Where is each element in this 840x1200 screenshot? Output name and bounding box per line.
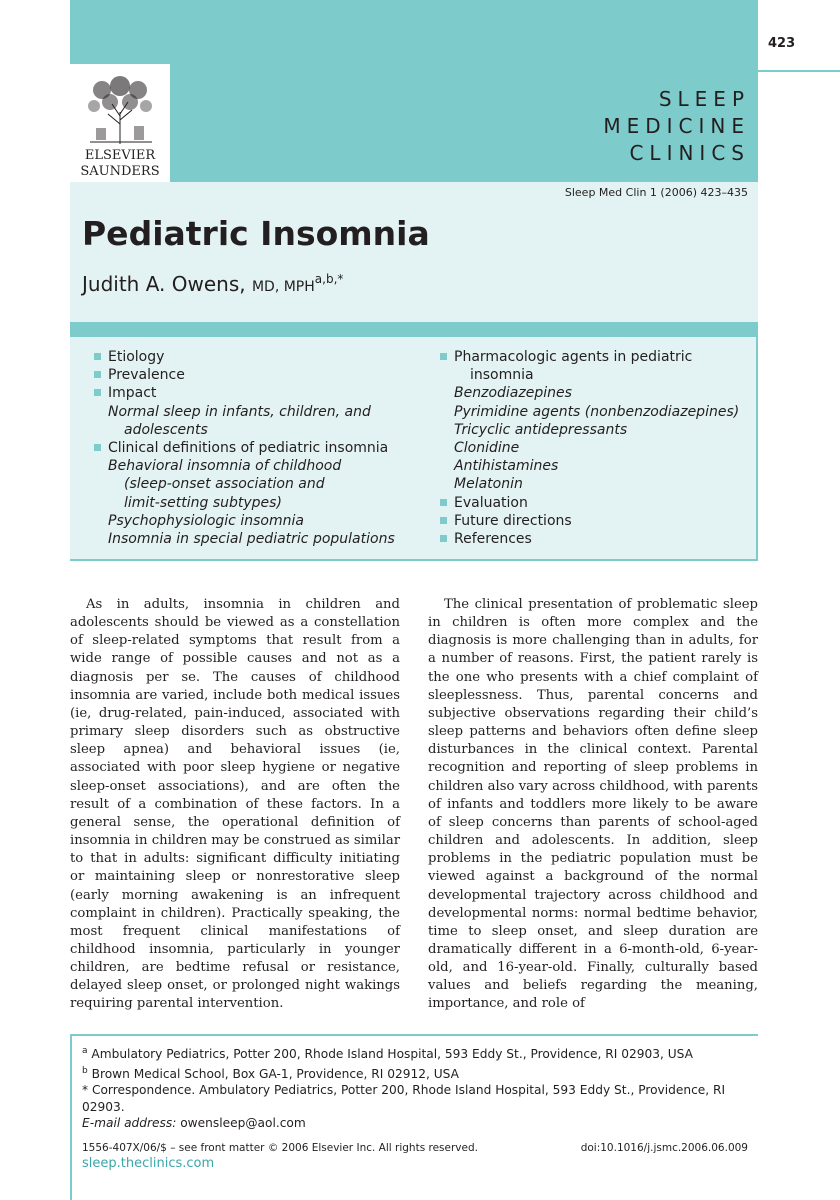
- email-label: E-mail address:: [82, 1116, 177, 1131]
- square-bullet-icon: [94, 389, 101, 396]
- outline-right-column: [428, 348, 758, 548]
- outline-label: limit-setting subtypes): [124, 494, 282, 511]
- outline-subitem[interactable]: [428, 366, 758, 384]
- footnote-correspondence: * Correspondence. Ambulatory Pediatrics, Potter 200, Rhode Island Hospital, 593 Eddy St., Providence, RI 02903.: [82, 1083, 726, 1114]
- publisher-name: ELSEVIER: [84, 148, 156, 163]
- outline-label: Antihistamines: [454, 458, 559, 475]
- journal-title-line: MEDICINE: [603, 114, 750, 138]
- outline-label: Insomnia in special pediatric populations: [108, 531, 395, 548]
- outline-label: Clonidine: [454, 440, 520, 457]
- footnote-text: Ambulatory Pediatrics, Potter 200, Rhode Island Hospital, 593 Eddy St., Providence, RI 02903, USA: [91, 1047, 693, 1062]
- square-bullet-icon: [94, 371, 101, 378]
- journal-title-line: SLEEP: [658, 87, 750, 111]
- outline-subitem[interactable]: [82, 457, 422, 475]
- outline-subitem[interactable]: [82, 421, 422, 439]
- outline-label: Behavioral insomnia of childhood: [108, 458, 342, 475]
- outline-item[interactable]: [82, 348, 422, 366]
- email-link[interactable]: owensleep@aol.com: [180, 1116, 306, 1131]
- outline-item[interactable]: [428, 494, 758, 512]
- journal-title-line: CLINICS: [629, 141, 750, 165]
- article-title: Pediatric Insomnia: [82, 214, 430, 253]
- outline-label: insomnia: [470, 367, 534, 384]
- outline-label: Future directions: [454, 512, 572, 529]
- square-bullet-icon: [94, 353, 101, 360]
- outline-label: Tricyclic antidepressants: [454, 421, 628, 438]
- header-rule: [758, 70, 840, 72]
- outline-header-bar: [70, 322, 758, 337]
- outline-subitem[interactable]: [428, 384, 758, 402]
- outline-label: Pyrimidine agents (nonbenzodiazepines): [454, 403, 740, 420]
- square-bullet-icon: [440, 517, 447, 524]
- footnote-a: [82, 1043, 752, 1063]
- outline-label: Impact: [108, 385, 157, 402]
- author-degrees: MD, MPH: [251, 279, 315, 295]
- outline-subitem[interactable]: [82, 530, 422, 548]
- outline-item[interactable]: [428, 512, 758, 530]
- outline-label: Prevalence: [108, 367, 185, 384]
- outline-subitem[interactable]: [428, 457, 758, 475]
- outline-subitem[interactable]: [82, 475, 422, 493]
- outline-left-column: [82, 348, 422, 548]
- outline-item[interactable]: [82, 366, 422, 384]
- outline-label: Pharmacologic agents in pediatric: [454, 349, 693, 365]
- footnote-mark: a: [82, 1046, 88, 1056]
- header-band: [70, 0, 758, 64]
- square-bullet-icon: [440, 353, 447, 360]
- outline-subitem[interactable]: [428, 403, 758, 421]
- outline-item[interactable]: [428, 348, 758, 366]
- footnote-b: [82, 1063, 752, 1083]
- square-bullet-icon: [440, 535, 447, 542]
- body-column-left: [70, 596, 400, 1014]
- outline-item[interactable]: [428, 530, 758, 548]
- outline-subitem[interactable]: [428, 439, 758, 457]
- elsevier-logo: [78, 76, 162, 180]
- footnote-rule: [70, 1034, 758, 1036]
- elsevier-tree-icon: [82, 76, 158, 146]
- author-line: [82, 272, 343, 296]
- author-affiliation-marks: a,b,*: [314, 272, 344, 286]
- copyright-line: 1556-407X/06/$ – see front matter © 2006 Elsevier Inc. All rights reserved.: [82, 1142, 478, 1154]
- square-bullet-icon: [94, 444, 101, 451]
- footnote-text: Brown Medical School, Box GA-1, Providence, RI 02912, USA: [91, 1066, 459, 1081]
- outline-item[interactable]: [82, 384, 422, 402]
- outline-subitem[interactable]: [428, 421, 758, 439]
- outline-label: (sleep-onset association and: [124, 476, 325, 493]
- outline-label: Psychophysiologic insomnia: [108, 512, 304, 529]
- outline-label: References: [454, 531, 532, 548]
- outline-label: Evaluation: [454, 494, 528, 511]
- outline-item[interactable]: [82, 439, 422, 457]
- outline-subitem[interactable]: [82, 494, 422, 512]
- footnotes: [82, 1043, 752, 1132]
- publisher-imprint: SAUNDERS: [80, 164, 160, 179]
- page-number: 423: [768, 36, 796, 51]
- outline-label: Benzodiazepines: [454, 385, 572, 402]
- footnote-mark: b: [82, 1065, 88, 1076]
- outline-subitem[interactable]: [82, 512, 422, 530]
- body-column-right: [428, 596, 758, 1014]
- page-number-box: [758, 0, 840, 64]
- body-paragraph: The clinical presentation of problematic sleep in children is often more complex and the diagnosis is more challenging than in adults, for a number of reasons. First, the patient rarely is the one who presents with a chief complaint of sleeplessness. Thus, parental concerns and subjective observations regarding their child’s sleep patterns and behaviors often define sleep disturbances in the clinical context. Parental recognition and reporting of sleep problems in children also vary across childhood, with parents of infants and toddlers more likely to be aware of sleep concerns than parents of school-aged children and adolescents. In addition, sleep problems in the pediatric population must be viewed against a background of the normal developmental trajectory across childhood and developmental norms: normal bedtime behavior, time to sleep onset, and sleep duration are dramatically different in a 6-month-old, 6-year-old, and 16-year-old. Finally, culturally based values and beliefs regarding the meaning, importance, and role of: [428, 597, 758, 1012]
- outline-subitem[interactable]: [428, 475, 758, 493]
- outline-label: adolescents: [124, 421, 208, 438]
- journal-url-link[interactable]: sleep.theclinics.com: [82, 1156, 215, 1171]
- outline-label: Clinical definitions of pediatric insomnia: [108, 440, 389, 457]
- outline-subitem[interactable]: [82, 403, 422, 421]
- outline-label: Normal sleep in infants, children, and: [108, 403, 371, 420]
- outline-label: Etiology: [108, 349, 165, 365]
- footnote-email: [82, 1115, 752, 1132]
- footnote-side-rule: [70, 1036, 72, 1200]
- outline-label: Melatonin: [454, 476, 523, 493]
- author-name: Judith A. Owens,: [82, 272, 246, 296]
- journal-title: [603, 86, 750, 167]
- journal-citation: Sleep Med Clin 1 (2006) 423–435: [564, 186, 748, 199]
- body-paragraph: As in adults, insomnia in children and adolescents should be viewed as a constellation of sleep-related symptoms that result from a wide range of possible causes and not as a diagnosis per se. The causes of childhood insomnia are varied, include both medical issues (ie, drug-related, pain-induced, associated with primary sleep disorders such as obstructive sleep apnea) and behavioral issues (ie, associated with poor sleep hygiene or negative sleep-onset associations), and are often the result of a combination of these factors. In a general sense, the operational definition of insomnia in children may be construed as similar to that in adults: significant difficulty initiating or maintaining sleep or nonrestorative sleep (early morning awakening is an infrequent complaint in children). Practically speaking, the most frequent clinical manifestations of childhood insomnia, particularly in younger children, are bedtime refusal or resistance, delayed sleep onset, or prolonged night wakings requiring parental intervention.: [70, 597, 400, 1012]
- doi: doi:10.1016/j.jsmc.2006.06.009: [580, 1142, 748, 1154]
- square-bullet-icon: [440, 499, 447, 506]
